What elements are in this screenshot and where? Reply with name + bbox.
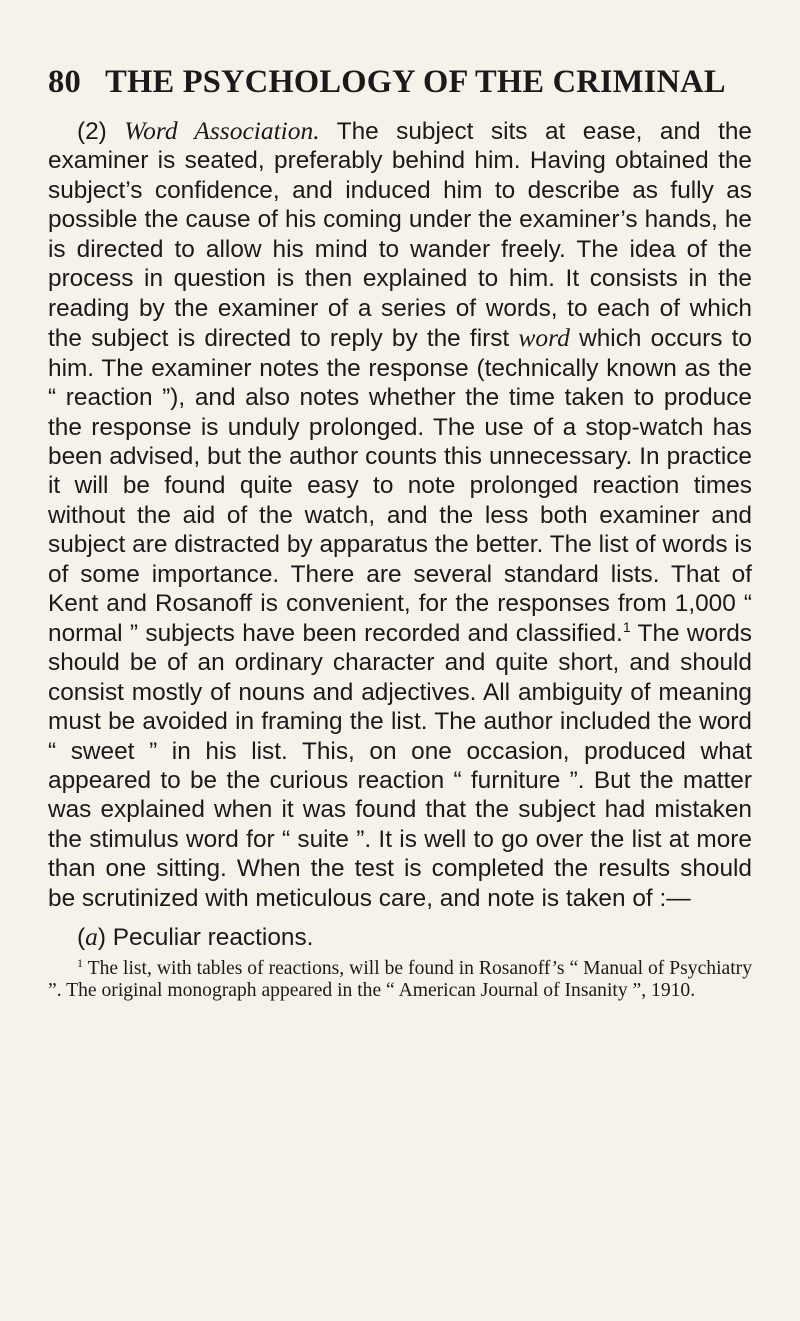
footnote-text: The list, with tables of reactions, will be found in Rosanoff’s “ Manual of Psychiatry ”. The original monograph appeared in the “ American Journal of Insanity ”, 1910. [48, 957, 752, 1002]
running-title: THE PSYCHOLOGY OF THE CRIMINAL [105, 64, 726, 100]
paragraph-text-part-3: The words should be of an ordinary character and quite short, and should consist mostly of nouns and adjectives. All ambiguity of meaning must be avoided in framing the list. The author included the word “ sweet ” in his list. This, on one occasion, produced what appeared to be the curious reaction “ furniture ”. But the matter was explained when it was found that the subject had mistaken the stimulus word for “ suite ”. It is well to go over the list at more than one sitting. When the test is completed the results should be scrutinized with meticulous care, and note is taken of :— [48, 619, 752, 912]
list-letter: a [85, 922, 98, 952]
footnote-marker: 1 [77, 955, 83, 970]
running-head [48, 62, 752, 102]
list-item-text: Peculiar reactions. [112, 924, 314, 952]
list-paren-close: ) [97, 924, 106, 952]
footnote [48, 955, 752, 1003]
paragraph-text-part-2: which occurs to him. The examiner notes the response (technically known as the “ reaction ”), and also notes whether the time taken to produce the response is unduly prolonged. The use of a stop-watch has been advised, but the author counts this unnecessary. In practice it will be found quite easy to note prolonged reaction times without the aid of the watch, and the less both examiner and subject are distracted by apparatus the better. The list of words is of some importance. There are several standard lists. That of Kent and Rosanoff is convenient, for the responses from 1,000 “ normal ” subjects have been recorded and classified. [48, 325, 752, 647]
section-heading: Word Association. [124, 116, 320, 145]
main-text [48, 116, 752, 953]
paragraph-text-part-1: The subject sits at ease, and the examiner is seated, preferably behind him. Having obtained the subject’s confidence, and induced him to describe as fully as possible the cause of his coming under the examiner’s hands, he is directed to allow his mind to wander freely. The idea of the process in question is then explained to him. It consists in the reading by the examiner of a series of words, to each of which the subject is directed to reply by the first [48, 118, 752, 353]
paragraph-word-association [48, 116, 752, 913]
item-label: (2) [77, 118, 107, 145]
list-paren-open: ( [77, 924, 86, 952]
list-item-a [48, 922, 752, 952]
footnote-reference: 1 [622, 618, 631, 635]
emphasized-word: word [518, 323, 570, 353]
page-number: 80 [48, 64, 81, 100]
